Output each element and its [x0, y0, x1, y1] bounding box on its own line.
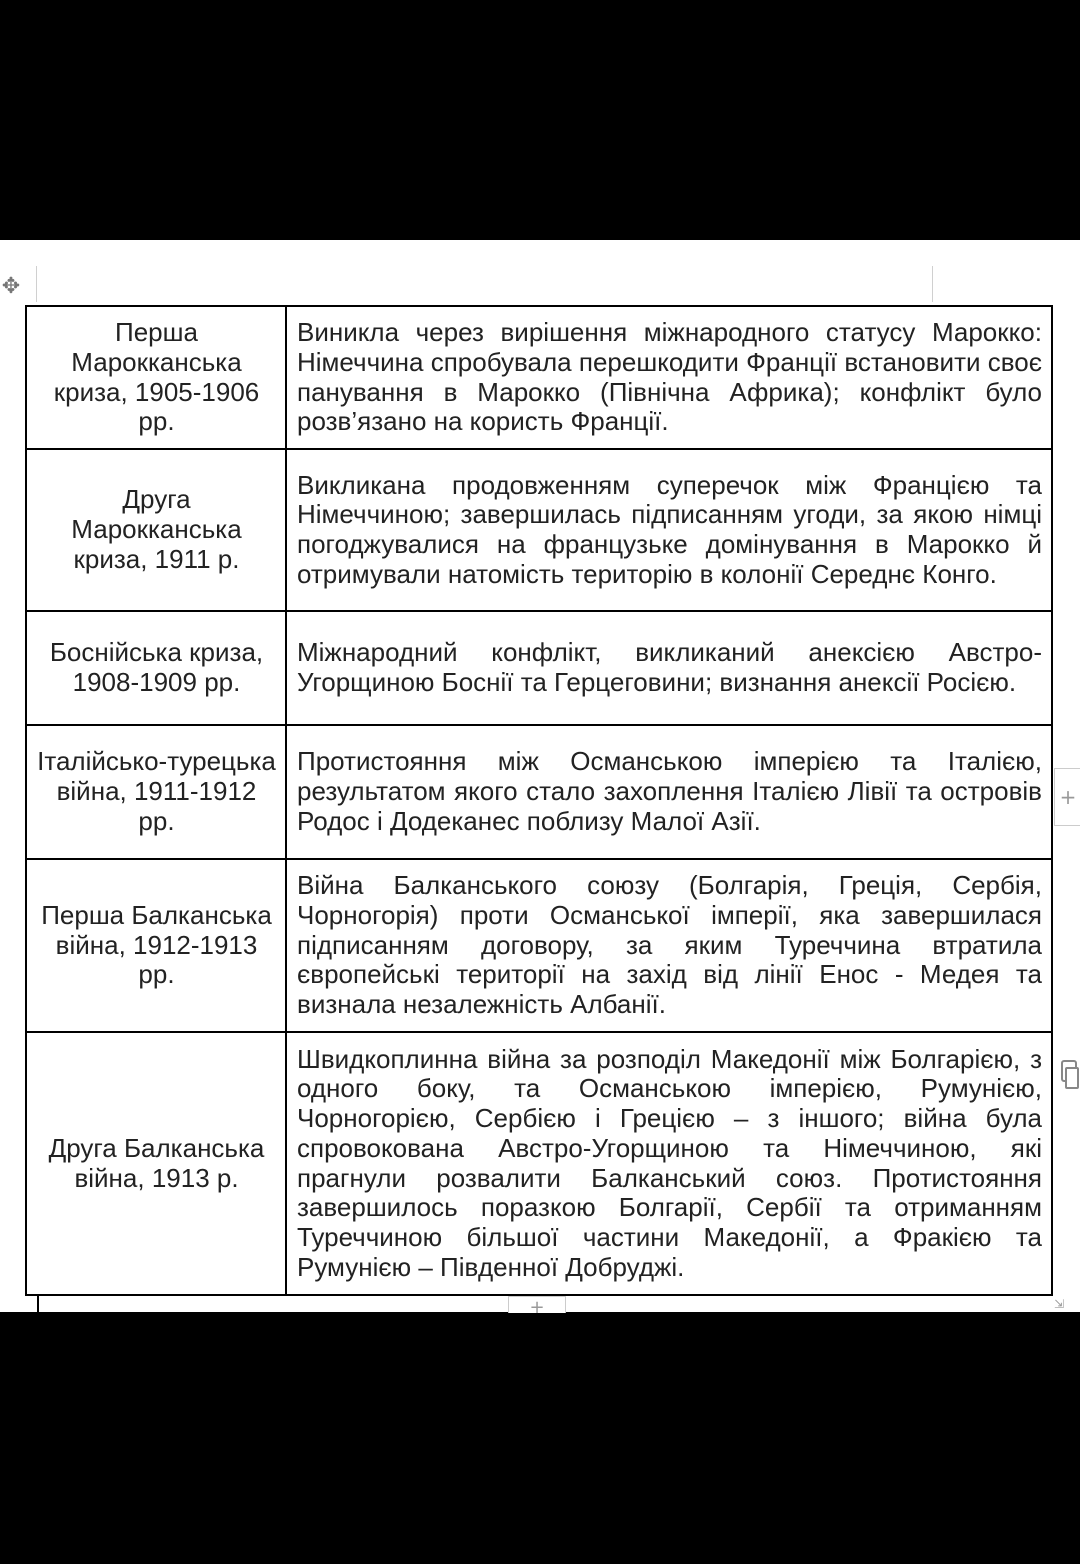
event-cell[interactable]: Друга Балканська війна, 1913 р. — [26, 1032, 286, 1295]
table-row — [26, 725, 1052, 859]
description-cell[interactable]: Протистояння між Османською імперією та Італією, результатом якого стало захоплення Італією Лівії та островів Родос і Додеканес поблизу Малої Азії. — [286, 725, 1052, 859]
description-cell[interactable]: Міжнародний конфлікт, викликаний анексією Австро-Угорщиною Боснії та Герцеговини; визнання анексії Росією. — [286, 611, 1052, 725]
plus-icon: + — [1059, 785, 1077, 809]
event-cell[interactable]: Перша Балканська війна, 1912-1913 рр. — [26, 859, 286, 1032]
text-cursor — [37, 1294, 39, 1312]
crises-table — [25, 305, 1053, 1296]
description-cell[interactable]: Викликана продовженням суперечок між Францією та Німеччиною; завершилась підписанням угоди, за якою німці погоджувалися на французьке домінування в Марокко й отримували натомість територію в колонії Середнє Конго. — [286, 449, 1052, 611]
table-row — [26, 859, 1052, 1032]
event-cell[interactable]: Перша Марокканська криза, 1905-1906 рр. — [26, 306, 286, 449]
table-row — [26, 449, 1052, 611]
event-cell[interactable]: Друга Марокканська криза, 1911 р. — [26, 449, 286, 611]
plus-icon: + — [529, 1297, 545, 1318]
event-cell[interactable]: Італійсько-турецька війна, 1911-1912 рр. — [26, 725, 286, 859]
table-row — [26, 611, 1052, 725]
table-move-icon[interactable]: ✥ — [1, 274, 21, 299]
margin-marker-right — [932, 266, 933, 302]
table-row — [26, 1032, 1052, 1295]
event-cell[interactable]: Боснійська криза, 1908-1909 рр. — [26, 611, 286, 725]
margin-marker-left — [36, 266, 37, 302]
description-cell[interactable]: Виникла через вирішення міжнародного статусу Марокко: Німеччина спробувала перешкодити Франції встановити своє панування в Марокко (Північна Африка); конфлікт було розв’язано на користь Франції. — [286, 306, 1052, 449]
description-cell[interactable]: Швидкоплинна війна за розподіл Македонії між Болгарією, з одного боку, та Османською імперією, Румунією, Чорногорією, Сербією і Грецією – з іншого; війна була спровокована Австро-Угорщиною та Німеччиною, які прагнули розвалити Балканський союз. Протистояння завершилось поразкою Болгарії, Сербії та отриманням Туреччиною більшої частини Македонії, а Фракією та Румунією – Південної Добруджі. — [286, 1032, 1052, 1295]
paste-options-icon[interactable] — [1058, 1058, 1080, 1098]
description-cell[interactable]: Війна Балканського союзу (Болгарія, Греція, Сербія, Чорногорія) проти Османської імперії, яка завершилася підписанням договору, за яким Туреччина втратила європейські території на захід від лінії Енос - Медея та визнала незалежність Албанії. — [286, 859, 1052, 1032]
resize-handle-icon[interactable]: ⇲ — [1054, 1297, 1065, 1311]
add-row-button[interactable] — [508, 1296, 566, 1318]
table-row — [26, 306, 1052, 449]
add-column-button[interactable] — [1054, 768, 1080, 826]
